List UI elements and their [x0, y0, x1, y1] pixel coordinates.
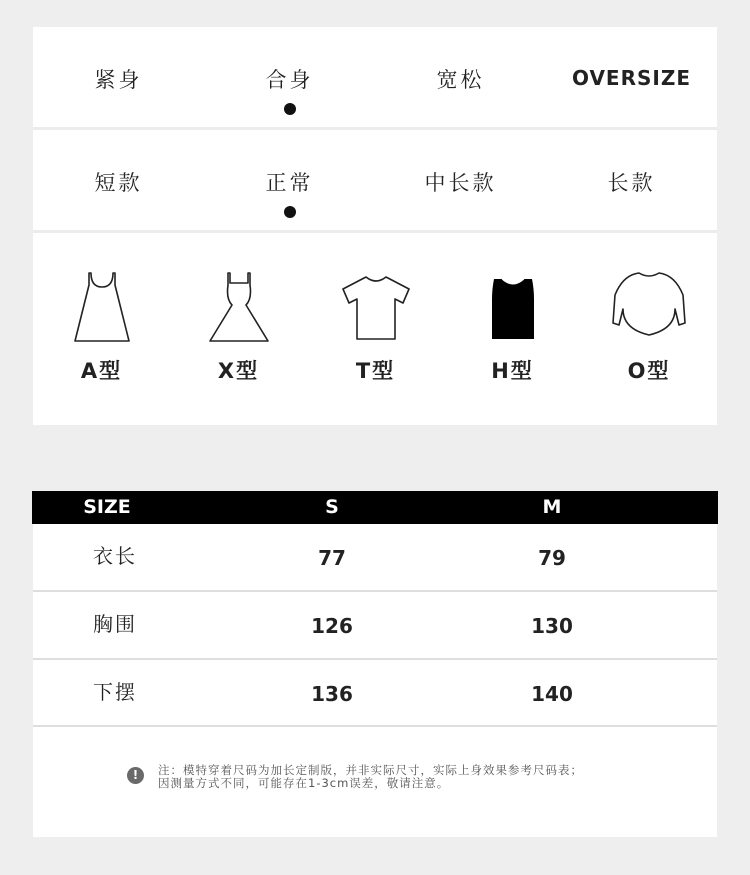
size-m-value: 130 — [531, 614, 573, 638]
fit-option-oversize — [546, 27, 717, 127]
header-s: S — [325, 496, 339, 518]
size-m-value: 79 — [538, 546, 566, 570]
tank-top-icon — [478, 265, 548, 345]
size-note — [158, 764, 583, 790]
table-row — [33, 592, 717, 658]
length-option-label: 短款 — [94, 171, 143, 195]
size-s-value: 126 — [311, 614, 353, 638]
size-table-panel — [33, 524, 717, 837]
header-m: M — [542, 496, 562, 518]
silhouette-a — [33, 233, 170, 425]
silhouette-o — [581, 233, 717, 425]
silhouette-label: T型 — [355, 359, 396, 383]
o-shape-top-icon — [609, 265, 689, 345]
row-label: 衣长 — [93, 544, 137, 568]
note-line-1: 注：模特穿着尺码为加长定制版，并非实际尺寸，实际上身效果参考尺码表； — [158, 763, 583, 777]
size-m-value: 140 — [531, 682, 573, 706]
selected-dot — [284, 103, 296, 115]
size-s-value: 136 — [311, 682, 353, 706]
size-s-value: 77 — [318, 546, 346, 570]
silhouette-label: O型 — [627, 359, 671, 383]
x-line-dress-icon — [204, 265, 274, 345]
fit-option-label: OVERSIZE — [571, 66, 691, 90]
silhouette-label: H型 — [491, 359, 534, 383]
info-icon: ! — [127, 767, 144, 784]
fit-panel — [33, 27, 717, 425]
table-row — [33, 660, 717, 726]
silhouette-t — [307, 233, 444, 425]
row-label: 下摆 — [93, 680, 137, 704]
silhouette-x — [170, 233, 307, 425]
fit-option-label: 宽松 — [436, 68, 485, 92]
length-row — [33, 130, 717, 230]
length-option-label: 中长款 — [424, 171, 497, 195]
note-box — [33, 727, 717, 837]
fit-option-label: 合身 — [265, 68, 314, 92]
length-option-long — [546, 130, 717, 230]
row-label: 胸围 — [93, 612, 137, 636]
table-row — [33, 524, 717, 590]
length-option-label: 正常 — [265, 171, 314, 195]
fit-option-label: 紧身 — [94, 68, 143, 92]
silhouette-row — [33, 233, 717, 425]
a-line-dress-icon — [67, 265, 137, 345]
t-shirt-icon — [339, 265, 413, 345]
size-table-header — [32, 491, 718, 524]
fit-row — [33, 27, 717, 127]
fit-option-regular — [204, 27, 375, 127]
length-option-midlong — [375, 130, 546, 230]
length-option-label: 长款 — [607, 171, 656, 195]
note-line-2: 因测量方式不同，可能存在1-3cm误差，敬请注意。 — [158, 776, 450, 790]
fit-option-loose — [375, 27, 546, 127]
silhouette-label: A型 — [80, 359, 123, 383]
silhouette-h — [444, 233, 581, 425]
fit-option-tight — [33, 27, 204, 127]
length-option-normal — [204, 130, 375, 230]
header-size: SIZE — [83, 496, 131, 518]
length-option-short — [33, 130, 204, 230]
selected-dot — [284, 206, 296, 218]
silhouette-label: X型 — [217, 359, 260, 383]
